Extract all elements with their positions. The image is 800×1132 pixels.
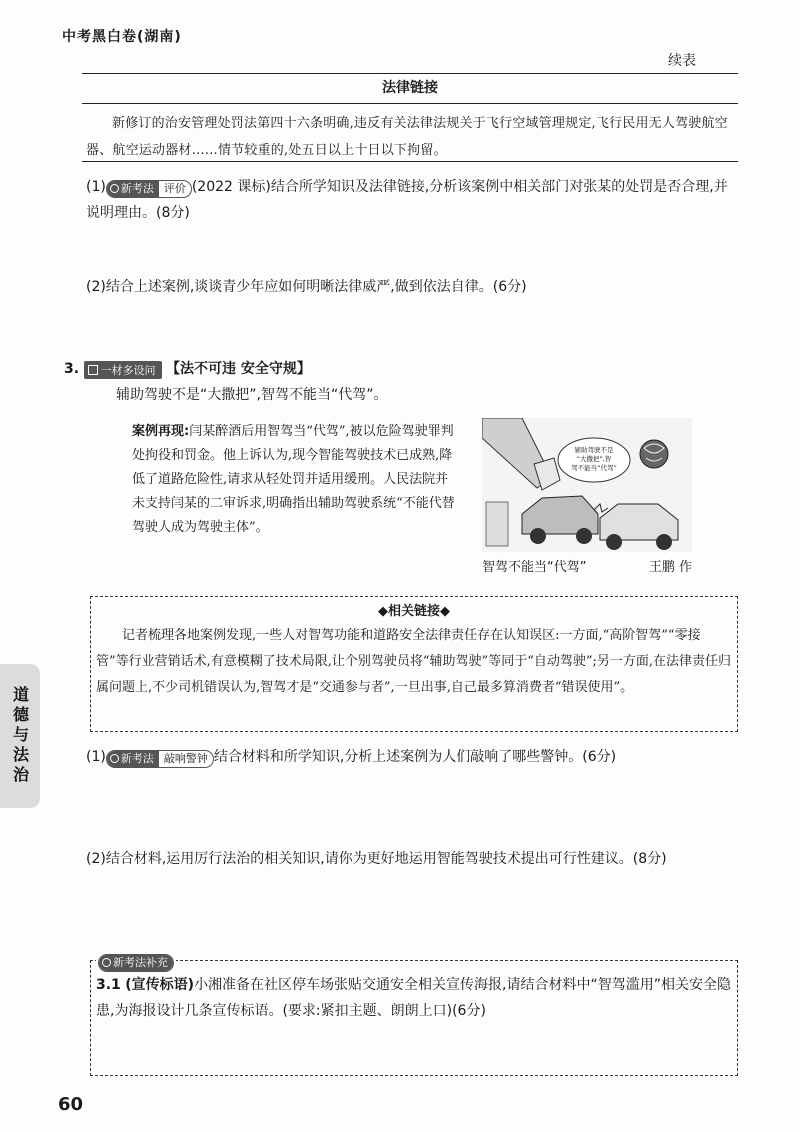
book-title: 中考黑白卷(湖南) [62,29,182,45]
cartoon-caption [482,556,692,575]
car-right-wheel-front [606,534,622,550]
bubble-text-line3: 驾不能当“代驾” [571,464,617,472]
building-drawing [486,502,508,546]
cartoon-author: 王鹏 作 [648,560,692,575]
case-label: 案例再现: [132,424,190,439]
bubble-text-line1: 辅助驾驶不是 [574,446,614,454]
tag-dark-label: 新考法 [120,751,154,765]
bonus-tag [96,950,176,972]
law-link-title: 法律链接 [382,80,438,96]
checkbox-icon [88,365,98,375]
car-left-wheel-back [576,528,592,544]
cartoon-illustration [482,418,692,552]
new-method-tag [106,180,192,198]
bubble-text-line2: “大撒把”,智 [576,455,612,463]
bonus-tag-pill [98,954,174,972]
car-right-wheel-back [656,534,672,550]
shield-icon [110,184,119,193]
shield-icon [102,958,111,967]
tag-light-label: 敲响警钟 [163,751,208,765]
q3-sub1-number: (1) [86,749,106,765]
new-method-tag [106,750,214,768]
q3-number: 3. [64,361,80,377]
cartoon-caption-text: 智驾不能当“代驾” [482,560,587,575]
q3-sub1 [86,744,738,770]
bonus-text: 小湘准备在社区停车场张贴交通安全相关宣传海报,请结合材料中“智驾滥用”相关安全隐患,为海报设计几条宣传标语。(要求:紧扣主题、朗朗上口)(6分) [96,977,732,1019]
q2-sub1-text: (2022 课标)结合所学知识及法律链接,分析该案例中相关部门对张某的处罚是否合理,并说明理由。(8分) [86,179,728,221]
case-text: 闫某醉酒后用智驾当“代驾”,被以危险驾驶罪判处拘役和罚金。他上诉认为,现今智能驾驶技术已成熟,降低了道路危险性,请求从轻处罚并适用缓刑。人民法院并未支持闫某的二审诉求,明确指出辅助驾驶系统“不能代替驾驶人成为驾驶主体”。 [132,424,455,535]
q2-sub1 [86,174,738,226]
multi-question-tag-label: 一材多设问 [100,364,156,377]
law-link-text: 新修订的治安管理处罚法第四十六条明确,违反有关法律法规关于飞行空域管理规定,飞行民用无人驾驶航空器、航空运动器材……情节较重的,处五日以上十日以下拘留。 [86,116,728,158]
law-link-divider [82,103,738,104]
related-link-title: ◆相关链接◆ [378,604,450,619]
bonus-question [96,972,732,1024]
q2-sub1-number: (1) [86,179,106,195]
q3-sub2: (2)结合材料,运用厉行法治的相关知识,请你为更好地运用智能驾驶技术提出可行性建议。(8分) [86,851,667,867]
case-reproduction [132,420,460,540]
continued-label: 续表 [668,53,696,69]
car-left-wheel-front [530,528,546,544]
tag-dark-label: 新考法 [120,181,154,195]
q3-sub1-text: 结合材料和所学知识,分析上述案例为人们敲响了哪些警钟。(6分) [213,749,617,765]
q2-sub2: (2)结合上述案例,谈谈青少年应如何明晰法律威严,做到依法自律。(6分) [86,279,527,295]
subject-side-tab-label: 道德与法治 [10,686,30,786]
multi-question-tag [84,361,162,379]
subject-side-tab [0,664,40,808]
q3-heading [64,358,311,379]
q3-intro: 辅助驾驶不是“大撒把”,智驾不能当“代驾”。 [116,387,388,403]
shield-icon [110,754,119,763]
tag-light-label: 评价 [163,181,186,195]
q3-topic: 【法不可违 安全守规】 [165,361,311,377]
bonus-number: 3.1 [96,977,121,993]
bonus-tag-label: 新考法补充 [113,955,168,969]
related-link-text: 记者梳理各地案例发现,一些人对智驾功能和道路安全法律责任存在认知误区:一方面,“高阶智驾”“零接管”等行业营销话术,有意模糊了技术局限,让个别驾驶员将“辅助驾驶”等同于“自动驾驶”;另一方面,在法律责任归属问题上,不少司机错误认为,智驾才是“交通参与者”,一旦出事,自己最多算消费者“错误使用”。 [96,628,732,695]
bonus-label: (宣传标语) [125,977,195,993]
page-number: 60 [58,1094,84,1115]
